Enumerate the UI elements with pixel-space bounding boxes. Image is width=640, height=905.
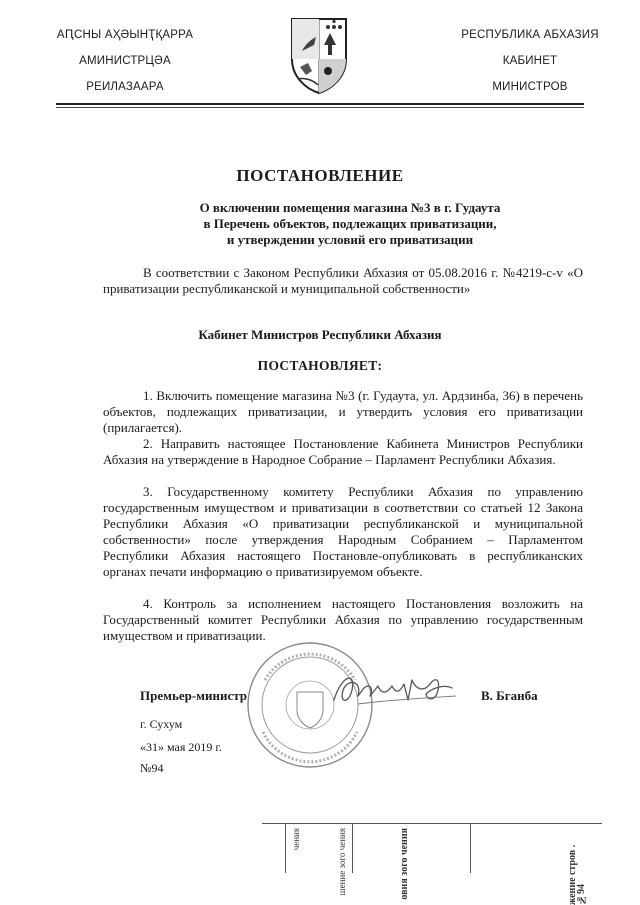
letterhead-right: [425, 22, 635, 100]
document-title: ПОСТАНОВЛЕНИЕ: [236, 166, 404, 185]
issue-date: «31» мая 2019 г.: [140, 740, 222, 754]
bleed-through-text: шение зого чения: [337, 828, 347, 896]
bleed-through-text: овия зого чения: [399, 828, 410, 900]
resolves-heading: ПОСТАНОВЛЯЕТ:: [257, 358, 383, 373]
bleed-through-text: чения: [291, 828, 301, 851]
preamble-paragraph: В соответствии с Законом Республики Абхазия от 05.08.2016 г. №4219-с-v «О приватизации республиканской и муниципальной собственности»: [103, 265, 583, 296]
letterhead-left-line-1: АԤСНЫ АҲӘЫНҬҚАРРА: [56, 29, 194, 41]
signatory-name: В. Бганба: [481, 688, 538, 703]
bleed-through-column-line: [352, 823, 353, 873]
resolution-item-3: 3. Государственному комитету Республики Абхазия по управлению государственным имуществом и приватизации в соответствии со статьей 12 Закона Республики Абхазия «О приватизации республиканской и муниципальной собственности» после утверждения Народным Собранием – Парламентом Республики Абхазия настоящего Постановле-опубликовать в республиканских органах печати информацию о приватизируемом объекте.: [103, 484, 583, 579]
resolution-item-2: 2. Направить настоящее Постановление Кабинета Министров Республики Абхазия на утверждение в Народное Собрание – Парламент Республики Абхазия.: [103, 436, 583, 467]
letterhead-divider-thin: [56, 107, 584, 108]
subject-line: в Перечень объектов, подлежащих приватизации,: [203, 216, 497, 231]
signatory-position: Премьер-министр: [140, 688, 248, 703]
handwritten-signature: [328, 666, 463, 716]
issuing-body: Кабинет Министров Республики Абхазия: [198, 327, 442, 342]
document-number: №94: [140, 761, 164, 775]
subject-line: О включении помещения магазина №3 в г. Гудаута: [199, 200, 501, 215]
resolution-item-4: 4. Контроль за исполнением настоящего Постановления возложить на Государственный комитет Республики Абхазия по управлению государственным имуществом и приватизации.: [103, 596, 583, 643]
letterhead-left-line-3: РЕИЛАЗААРА: [86, 81, 164, 93]
letterhead-left-line-2: АМИНИСТРЦӘА: [79, 55, 171, 67]
issue-city: г. Сухум: [140, 717, 183, 731]
letterhead-right-line-1: РЕСПУБЛИКА АБХАЗИЯ: [461, 29, 599, 41]
subject-line: и утверждении условий его приватизации: [226, 232, 474, 247]
coat-of-arms-icon: [288, 15, 350, 95]
letterhead-right-line-3: МИНИСТРОВ: [492, 81, 568, 93]
letterhead-left: [20, 22, 230, 100]
bleed-through-column-line: [470, 823, 471, 873]
resolution-item-1: 1. Включить помещение магазина №3 (г. Гудаута, ул. Ардзинба, 36) в перечень объектов, подлежащих приватизации, и утвердить условия его приватизации (прилагается).: [103, 388, 583, 435]
letterhead-divider: [56, 103, 584, 105]
document-subject: [120, 200, 580, 248]
bleed-through-column-line: [285, 823, 286, 873]
letterhead-right-line-2: КАБИНЕТ: [502, 55, 558, 67]
bleed-through-rule: [262, 823, 602, 824]
bleed-through-text: жение стров . №94: [567, 844, 587, 905]
